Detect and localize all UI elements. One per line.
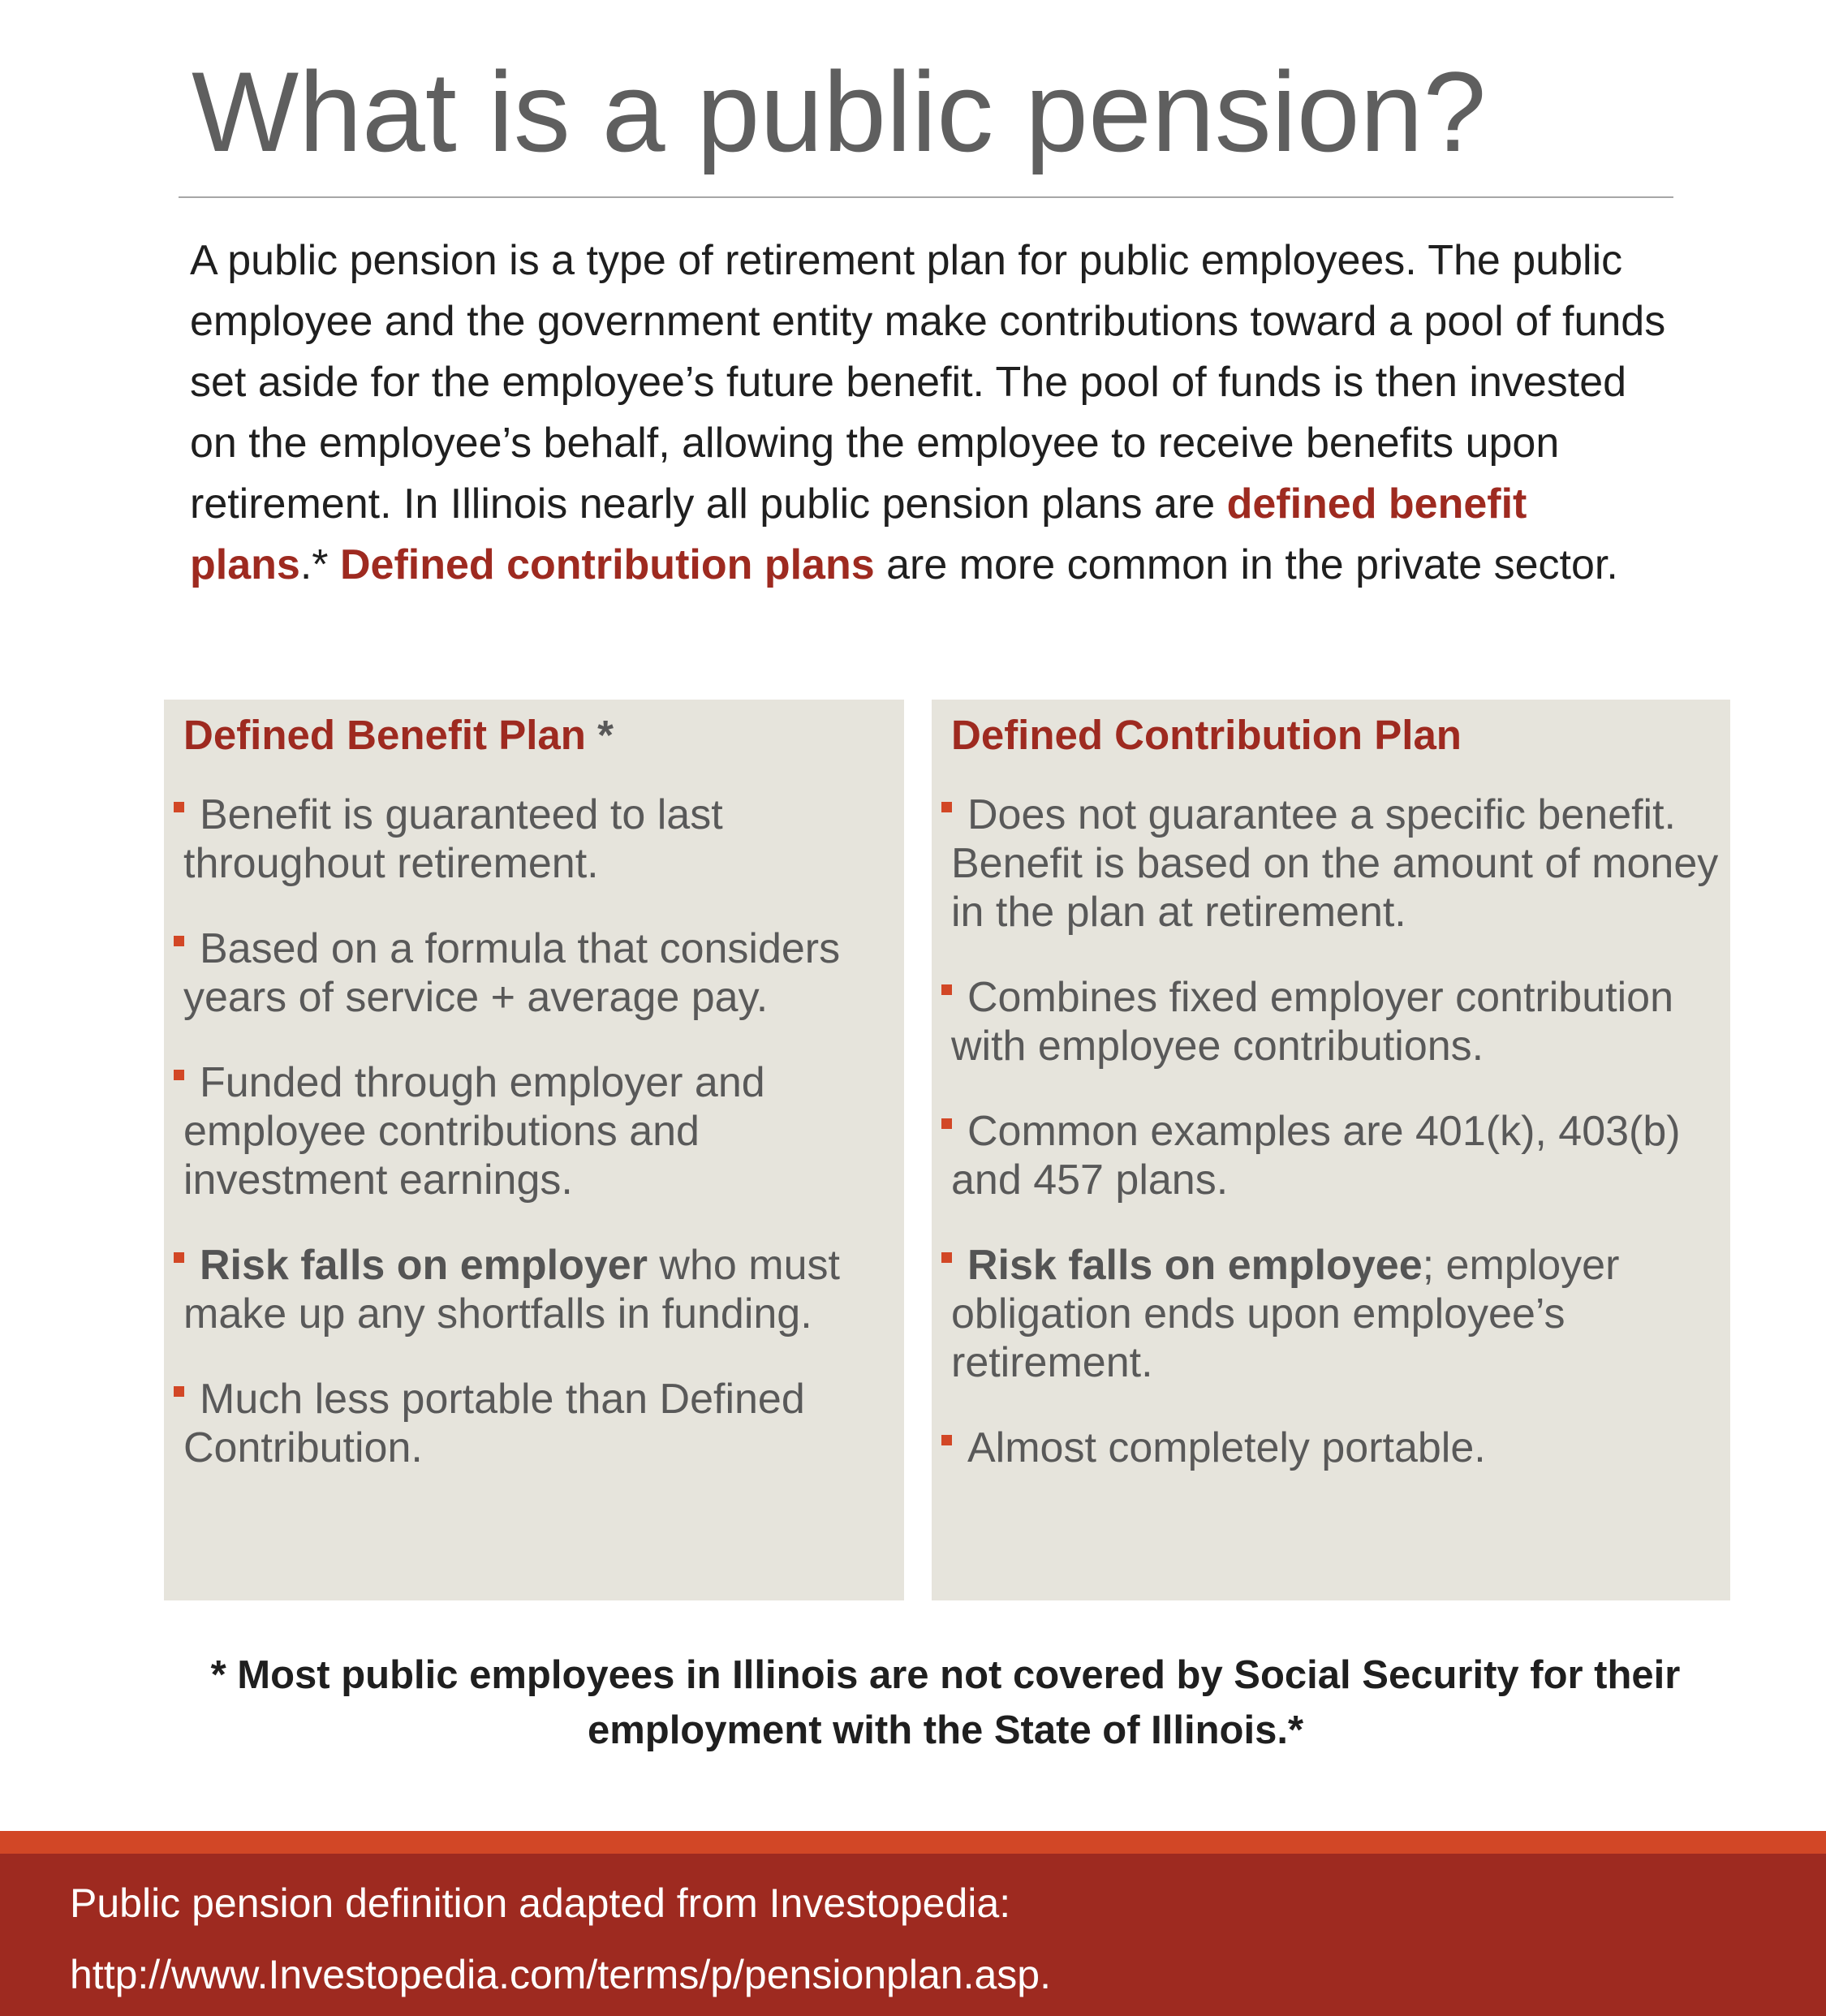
defined-benefit-heading-text: Defined Benefit Plan: [183, 712, 586, 758]
bullet-bold-text: Risk falls on employer: [200, 1242, 648, 1289]
page-title: What is a public pension?: [192, 48, 1487, 175]
defined-contribution-term: Defined contribution plans: [339, 541, 875, 588]
bullet-text: Common examples are 401(k), 403(b) and 457 plans.: [951, 1108, 1681, 1204]
defined-benefit-term: defined benefit plans: [190, 480, 1527, 588]
bullet-square-icon: [174, 1386, 184, 1397]
bullet-text: who must make up any shortfalls in funding.: [183, 1242, 840, 1338]
bullet-square-icon: [941, 1252, 952, 1263]
list-item: [951, 1107, 1722, 1204]
social-security-footnote: * Most public employees in Illinois are not covered by Social Security for their employment with the State of Illinois.*: [210, 1653, 1681, 1752]
bullet-text: ; employer obligation ends upon employee’s retirement.: [951, 1242, 1620, 1386]
source-footer: [0, 1854, 1826, 2016]
bullet-text: Combines fixed employer contribution with employee contributions.: [951, 974, 1673, 1070]
defined-contribution-card: [932, 700, 1730, 1600]
bullet-square-icon: [941, 802, 952, 812]
title-divider: [179, 196, 1673, 198]
bullet-text: Much less portable than Defined Contribution.: [183, 1376, 805, 1471]
list-item: [183, 1058, 898, 1204]
intro-text-2: .*: [299, 541, 340, 588]
bullet-bold-text: Risk falls on employee: [967, 1242, 1423, 1289]
bullet-text: Almost completely portable.: [967, 1424, 1486, 1471]
list-item: [183, 1375, 898, 1472]
list-item: [951, 973, 1722, 1070]
bullet-square-icon: [941, 1435, 952, 1445]
defined-benefit-heading: [183, 703, 614, 768]
list-item: [183, 790, 898, 888]
list-item: [183, 1241, 898, 1338]
bullet-text: Benefit is guaranteed to last throughout retirement.: [183, 791, 723, 887]
footer-accent-stripe: [0, 1831, 1826, 1854]
list-item: [951, 1241, 1722, 1387]
bullet-text: Based on a formula that considers years of service + average pay.: [183, 925, 841, 1021]
source-line: Public pension definition adapted from Investopedia:: [70, 1880, 1011, 1926]
defined-contribution-list: [951, 790, 1722, 1509]
bullet-text: Funded through employer and employee contributions and investment earnings.: [183, 1059, 765, 1204]
intro-paragraph: [190, 230, 1667, 596]
bullet-square-icon: [941, 1118, 952, 1129]
list-item: [951, 790, 1722, 937]
bullet-square-icon: [941, 984, 952, 995]
heading-asterisk: *: [585, 712, 614, 758]
source-url-line: [70, 1946, 1051, 2003]
list-item: [183, 924, 898, 1022]
intro-text-1: A public pension is a type of retirement plan for public employees. The public employee and the government entity make contributions toward a pool of funds set aside for the employee’s future benefit. The pool of funds is then invested on the employee’s behalf, allowing the employee to receive benefits upon retirement. In Illinois nearly all public pension plans are: [190, 237, 1666, 528]
bullet-square-icon: [174, 802, 184, 812]
intro-text-3: are more common in the private sector.: [874, 541, 1618, 588]
defined-benefit-card: [164, 700, 904, 1600]
bullet-square-icon: [174, 936, 184, 946]
defined-contribution-heading: Defined Contribution Plan: [951, 712, 1462, 758]
bullet-text: Does not guarantee a specific benefit. Benefit is based on the amount of money in the plan at retirement.: [951, 791, 1719, 936]
bullet-square-icon: [174, 1070, 184, 1080]
source-url-period: .: [1040, 1952, 1051, 1997]
bullet-square-icon: [174, 1252, 184, 1263]
source-url-link[interactable]: http://www.Investopedia.com/terms/p/pensionplan.asp: [70, 1952, 1040, 1997]
defined-benefit-list: [183, 790, 898, 1509]
list-item: [951, 1424, 1722, 1472]
